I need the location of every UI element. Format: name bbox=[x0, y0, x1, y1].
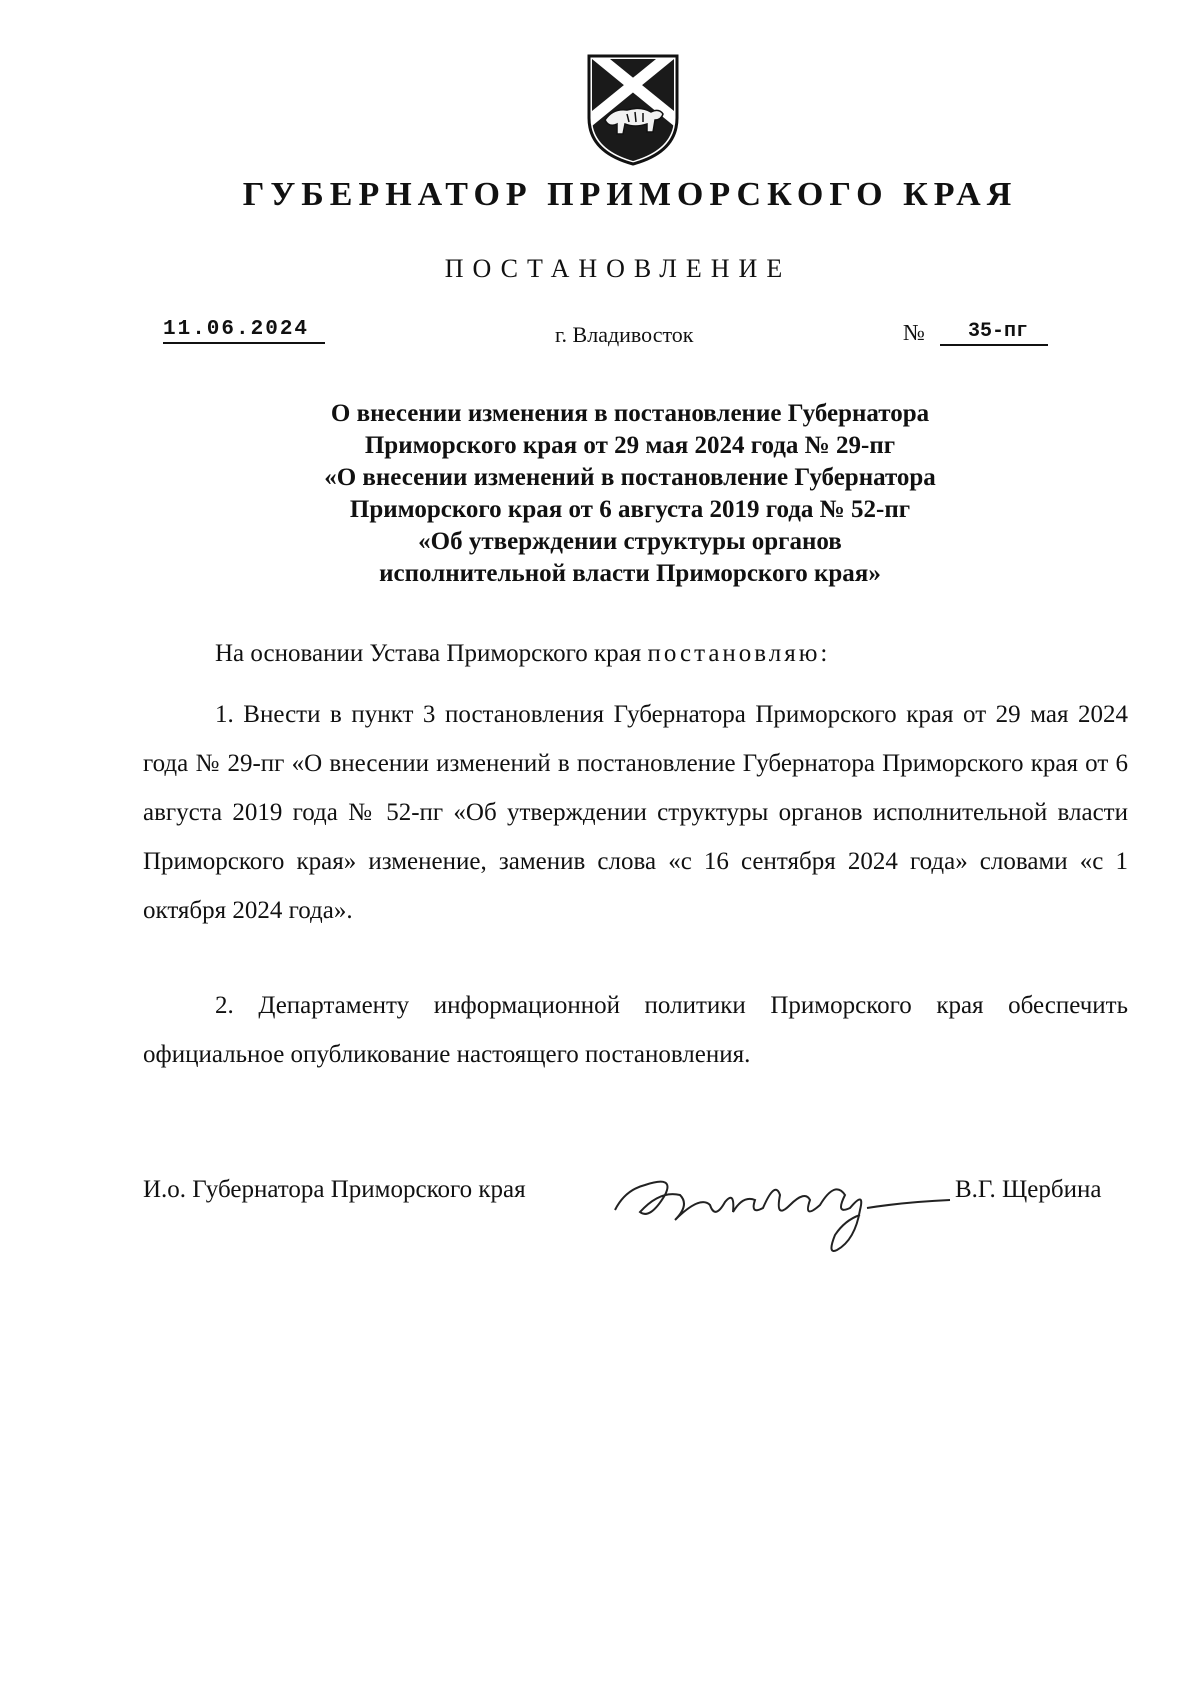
title-line: исполнительной власти Приморского края» bbox=[379, 560, 881, 587]
handwritten-signature-icon bbox=[605, 1150, 965, 1260]
title-line: О внесении изменения в постановление Губернатора bbox=[330, 400, 930, 427]
document-date: 11.06.2024 bbox=[163, 318, 325, 344]
document-city: г. Владивосток bbox=[555, 322, 694, 347]
number-sign: № bbox=[903, 320, 925, 345]
resolution-item-1: 1. Внести в пункт 3 постановления Губернатора Приморского края от 29 мая 2024 года № 29-пг «О внесении изменений в постановление Губернатора Приморского края от 6 августа 2019 года № 52-пг «Об утверждении структуры органов исполнительной власти Приморского края» изменение, заменив слова «с 16 сентября 2024 года» словами «с 1 октября 2024 года». bbox=[143, 701, 1128, 924]
issuing-authority: ГУБЕРНАТОР ПРИМОРСКОГО КРАЯ bbox=[242, 176, 1018, 213]
document-title bbox=[200, 398, 1060, 590]
title-line: Приморского края от 29 мая 2024 года № 29-пг bbox=[364, 432, 896, 459]
title-line: «О внесении изменений в постановление Губернатора bbox=[324, 464, 936, 491]
coat-of-arms-icon bbox=[583, 48, 683, 168]
resolution-item-2: 2. Департаменту информационной политики Приморского края обеспечить официальное опубликование настоящего постановления. bbox=[143, 992, 1128, 1068]
preamble-paragraph bbox=[143, 640, 1128, 668]
document-type: ПОСТАНОВЛЕНИЕ bbox=[444, 254, 792, 283]
title-line: «Об утверждении структуры органов bbox=[418, 528, 842, 555]
preamble-text: На основании Устава Приморского края bbox=[215, 640, 648, 667]
signatory-position: И.о. Губернатора Приморского края bbox=[143, 1176, 526, 1203]
title-line: Приморского края от 6 августа 2019 года № 52-пг bbox=[349, 496, 911, 523]
signatory-name: В.Г. Щербина bbox=[955, 1176, 1102, 1203]
document-number: 35-пг bbox=[940, 320, 1048, 346]
preamble-resolve-word: постановляю: bbox=[647, 640, 831, 667]
